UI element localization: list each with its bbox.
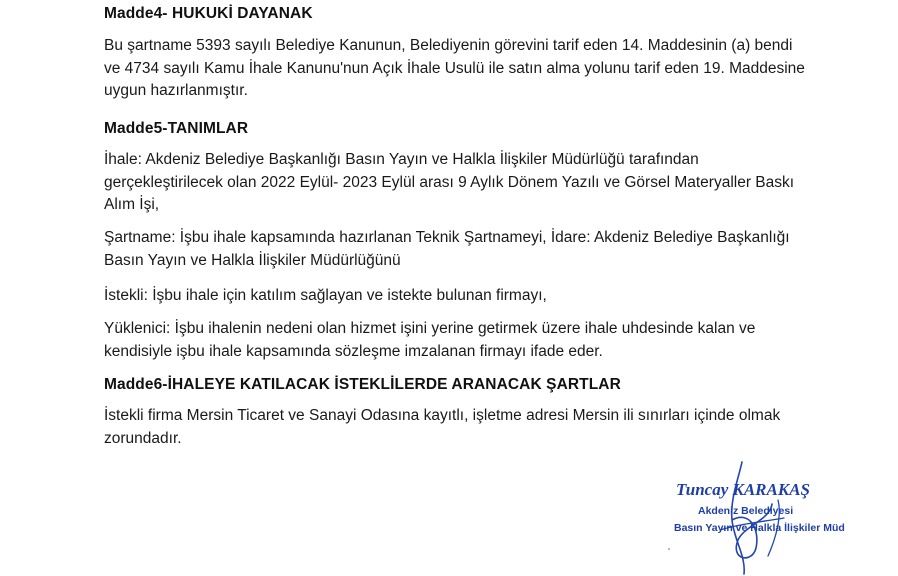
ihale-line: İhale: Akdeniz Belediye Başkanlığı Basın Yayın ve Halkla İlişkiler Müdürlüğü tarafından: [104, 151, 699, 168]
madde4-line: uygun hazırlanmıştır.: [104, 82, 248, 99]
sartname-line: Şartname: İşbu ihale kapsamında hazırlanan Teknik Şartnameyi, İdare: Akdeniz Belediye Başkanlığı: [104, 229, 790, 246]
stamp-institution: Akdeniz Belediyesi: [698, 505, 794, 517]
madde4-heading: Madde4- HUKUKİ DAYANAK: [104, 5, 313, 22]
ihale-line: gerçekleştirilecek olan 2022 Eylül- 2023 Eylül arası 9 Aylık Dönem Yazılı ve Görsel Materyaller Baskı: [104, 173, 795, 191]
madde6-line: İstekli firma Mersin Ticaret ve Sanayi Odasına kayıtlı, işletme adresi Mersin ili sınırları içinde olmak: [104, 407, 781, 424]
sartname-definition: [104, 227, 804, 272]
handwritten-signature: [660, 460, 898, 576]
stamp-name: Tuncay KARAKAŞ: [676, 480, 810, 499]
madde5-heading: Madde5-TANIMLAR: [104, 120, 249, 137]
madde4-line: ve 4734 sayılı Kamu İhale Kanunu'nun Açık İhale Usulü ile satın alma yolunu tarif eden 19. Maddesine: [104, 59, 805, 77]
madde6-heading: Madde6-İHALEYE KATILACAK İSTEKLİLERDE ARANACAK ŞARTLAR: [104, 376, 621, 393]
istekli-line: İstekli: İşbu ihale için katılım sağlayan ve istekte bulunan firmayı,: [104, 287, 547, 304]
madde6-line: zorundadır.: [104, 429, 182, 447]
stamp-department: Basın Yayın ve Halkla İlişkiler Müd: [674, 522, 845, 534]
istekli-definition: [104, 285, 804, 308]
yuklenici-definition: [104, 318, 804, 363]
madde4-paragraph: [104, 35, 804, 103]
madde6-paragraph: [104, 405, 804, 450]
yuklenici-line: Yüklenici: İşbu ihalenin nedeni olan hizmet işini yerine getirmek üzere ihale uhdesinde kalan ve: [104, 320, 756, 337]
ihale-definition: [104, 149, 804, 217]
yuklenici-line: kendisiyle işbu ihale kapsamında sözleşme imzalanan firmayı ifade eder.: [104, 342, 603, 360]
signature-stamp: [660, 460, 898, 576]
madde4-line: Bu şartname 5393 sayılı Belediye Kanunun, Belediyenin görevini tarif eden 14. Maddesinin (a) bendi: [104, 37, 793, 54]
sartname-line: Basın Yayın ve Halkla İlişkiler Müdürlüğünü: [104, 251, 401, 269]
ihale-line: Alım İşi,: [104, 196, 160, 213]
